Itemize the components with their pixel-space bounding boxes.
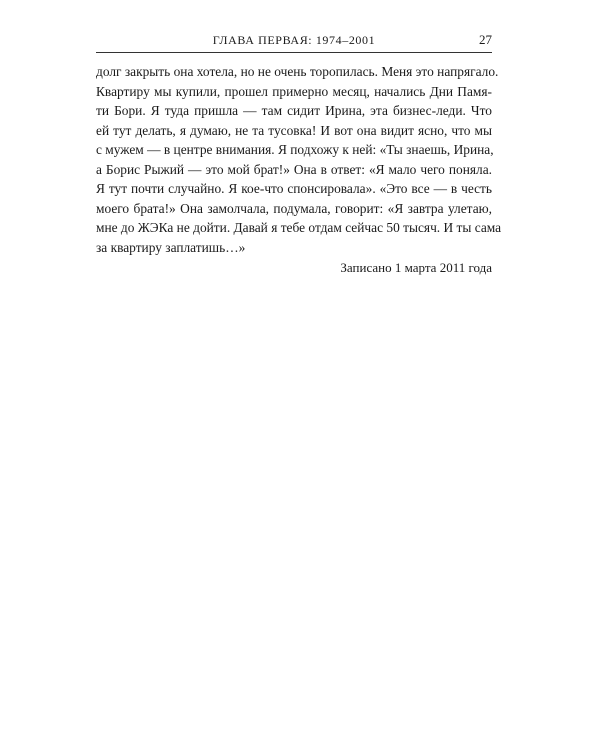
page-number: 27: [479, 32, 492, 47]
text-line: Квартиру мы купили, прошел примерно месяц, начались Дни Памя-: [96, 83, 492, 99]
chapter-title: ГЛАВА ПЕРВАЯ: 1974–2001: [212, 33, 376, 47]
text-line: за квартиру заплатишь…»: [96, 239, 246, 255]
text-line: ей тут делать, я думаю, не та тусовка! И вот она видит ясно, что мы: [96, 122, 492, 138]
running-header: [96, 30, 492, 53]
text-line: моего брата!» Она замолчала, подумала, говорит: «Я завтра улетаю,: [96, 200, 492, 216]
text-line: ти Бори. Я туда пришла — там сидит Ирина, эта бизнес-леди. Что: [96, 103, 492, 118]
text-line: Я тут почти случайно. Я кое-что спонсировала». «Это все — в честь: [96, 181, 492, 196]
text-line: мне до ЖЭКа не дойти. Давай я тебе отдам сейчас 50 тысяч. И ты сама: [96, 220, 502, 235]
text-line: а Борис Рыжий — это мой брат!» Она в ответ: «Я мало чего поняла.: [96, 161, 492, 177]
text-line: долг закрыть она хотела, но не очень торопилась. Меня это напрягало.: [96, 64, 499, 79]
body-text: [96, 62, 502, 278]
text-line: с мужем — в центре внимания. Я подхожу к ней: «Ты знаешь, Ирина,: [96, 142, 494, 157]
recording-date: Записано 1 марта 2011 года: [340, 260, 492, 275]
